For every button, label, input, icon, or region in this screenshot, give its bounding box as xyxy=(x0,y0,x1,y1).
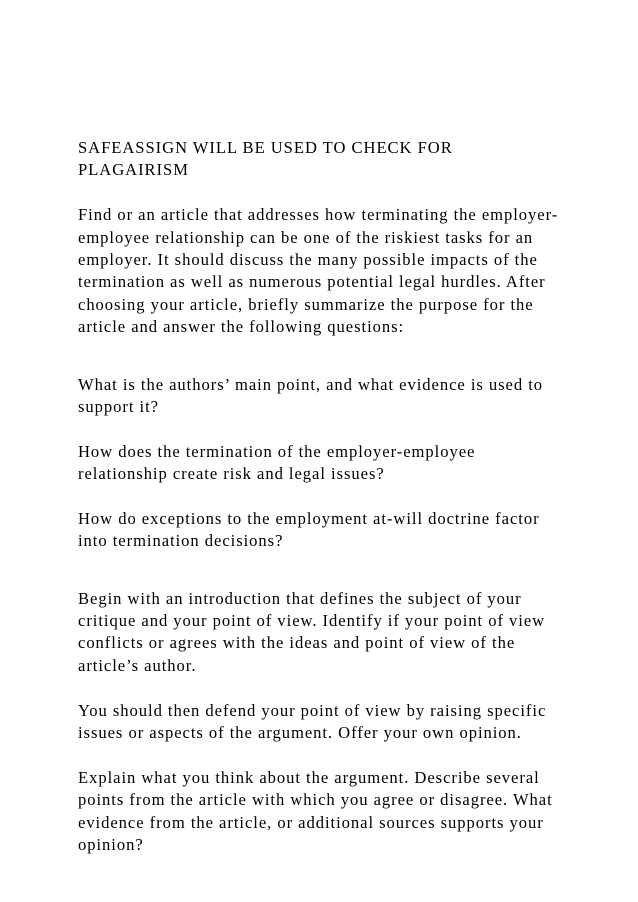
question-line: into termination decisions? xyxy=(78,531,284,551)
document-body xyxy=(78,137,578,856)
paragraph-line: choosing your article, briefly summarize the purpose for the xyxy=(78,294,534,314)
instruction-line: issues or aspects of the argument. Offer your own opinion. xyxy=(78,722,522,742)
document-heading xyxy=(78,137,578,182)
instruction-line: critique and your point of view. Identify if your point of view xyxy=(78,611,546,631)
question-line: How do exceptions to the employment at-will doctrine factor xyxy=(78,508,540,528)
instruction-line: article’s author. xyxy=(78,655,197,675)
heading-line: PLAGAIRISM xyxy=(78,160,189,180)
paragraph-line: article and answer the following questions: xyxy=(78,317,405,337)
paragraph-line: Find or an article that addresses how terminating the employer- xyxy=(78,205,559,225)
instruction-line: evidence from the article, or additional sources supports your xyxy=(78,812,544,832)
paragraph-line: termination as well as numerous potential legal hurdles. After xyxy=(78,272,546,292)
instruction-line: Begin with an introduction that defines the subject of your xyxy=(78,588,522,608)
question-line: How does the termination of the employer-employee xyxy=(78,441,476,461)
question-3 xyxy=(78,508,578,553)
question-1 xyxy=(78,374,578,419)
question-line: relationship create risk and legal issues? xyxy=(78,464,385,484)
instruction-defend xyxy=(78,700,578,745)
paragraph-line: employee relationship can be one of the riskiest tasks for an xyxy=(78,227,534,247)
heading-line: SAFEASSIGN WILL BE USED TO CHECK FOR xyxy=(78,138,453,157)
instruction-line: points from the article with which you agree or disagree. What xyxy=(78,790,553,810)
instruction-line: You should then defend your point of view by raising specific xyxy=(78,700,547,720)
instruction-line: conflicts or agrees with the ideas and point of view of the xyxy=(78,633,516,653)
assignment-paragraph xyxy=(78,204,578,338)
instruction-introduction xyxy=(78,588,578,678)
question-2 xyxy=(78,441,578,486)
instruction-line: opinion? xyxy=(78,834,144,854)
instruction-line: Explain what you think about the argument. Describe several xyxy=(78,767,540,787)
paragraph-line: employer. It should discuss the many possible impacts of the xyxy=(78,249,538,269)
question-line: What is the authors’ main point, and what evidence is used to xyxy=(78,374,544,394)
question-line: support it? xyxy=(78,396,159,416)
instruction-explain xyxy=(78,767,578,857)
